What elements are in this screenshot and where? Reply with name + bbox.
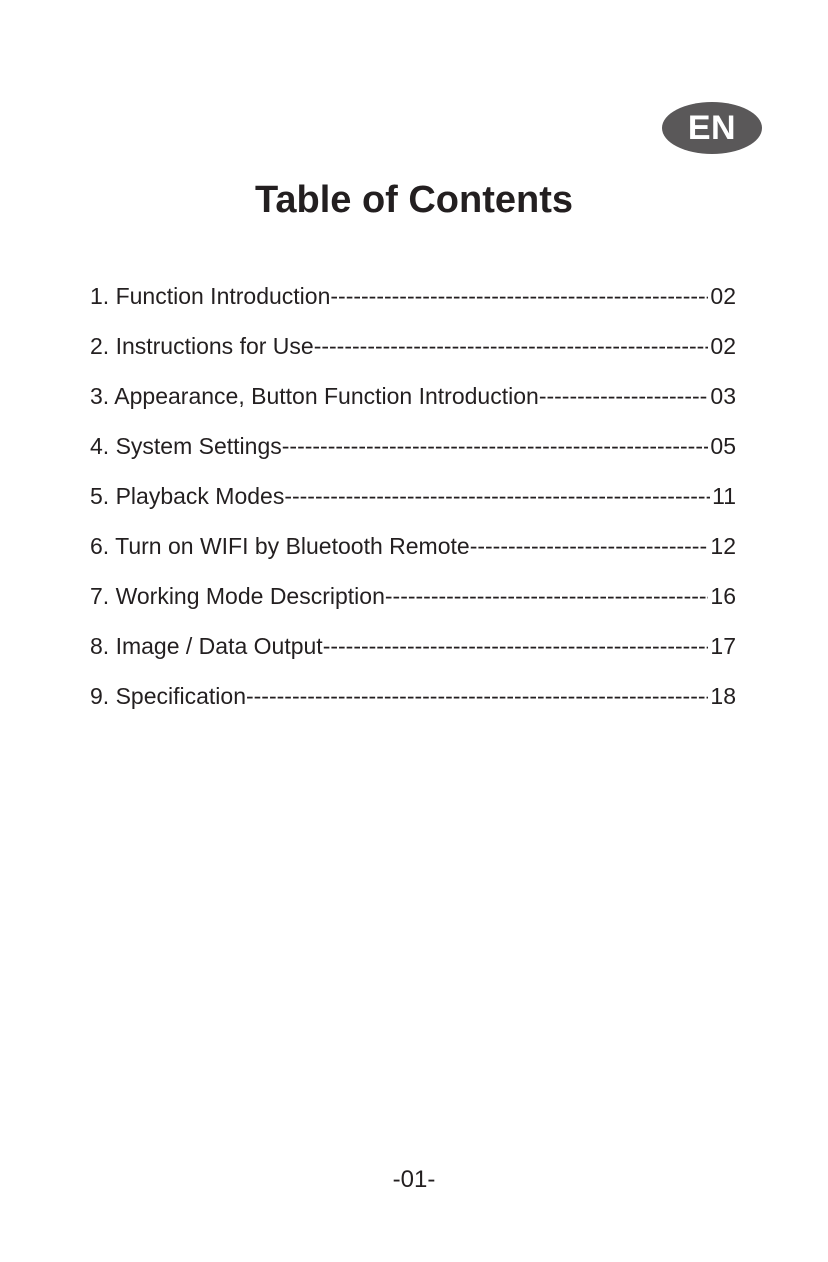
toc-entry-page: 02: [710, 333, 736, 359]
toc-entry-page: 16: [710, 583, 736, 609]
toc-leader-dashes: [246, 678, 708, 714]
toc-leader-dashes: [539, 378, 709, 414]
toc-entry-title: 1. Function Introduction: [90, 283, 331, 309]
language-badge: EN: [662, 102, 762, 154]
toc-entry[interactable]: [90, 678, 736, 728]
toc-entry-title: 7. Working Mode Description: [90, 583, 385, 609]
toc-entry-page: 02: [710, 283, 736, 309]
toc-entry[interactable]: [90, 378, 736, 428]
toc-entry[interactable]: [90, 628, 736, 678]
toc-entry-title: 3. Appearance, Button Function Introduction: [90, 383, 539, 409]
toc-leader-dashes: [314, 328, 709, 364]
toc-entry[interactable]: [90, 478, 736, 528]
toc-entry-page: 17: [710, 633, 736, 659]
toc-entry[interactable]: [90, 428, 736, 478]
toc-entry-title: 5. Playback Modes: [90, 483, 285, 509]
toc-entry-title: 2. Instructions for Use: [90, 333, 314, 359]
toc-entry[interactable]: [90, 328, 736, 378]
toc-entry-page: 03: [710, 383, 736, 409]
toc-entry[interactable]: [90, 278, 736, 328]
toc-entry-title: 6. Turn on WIFI by Bluetooth Remote: [90, 533, 470, 559]
toc-entry-title: 8. Image / Data Output: [90, 633, 323, 659]
toc-leader-dashes: [330, 278, 708, 314]
page-number: -01-: [392, 1166, 436, 1193]
toc-leader-dashes: [323, 628, 709, 664]
toc-leader-dashes: [385, 578, 709, 614]
toc-leader-dashes: [284, 478, 710, 514]
toc-entry-title: 9. Specification: [90, 683, 246, 709]
toc-leader-dashes: [282, 428, 709, 464]
table-of-contents: [90, 278, 736, 728]
toc-leader-dashes: [470, 528, 709, 564]
toc-entry[interactable]: [90, 578, 736, 628]
toc-entry[interactable]: [90, 528, 736, 578]
toc-entry-title: 4. System Settings: [90, 433, 282, 459]
toc-entry-page: 12: [710, 533, 736, 559]
toc-entry-page: 18: [710, 683, 736, 709]
toc-entry-page: 05: [710, 433, 736, 459]
toc-entry-page: 11: [712, 483, 736, 509]
page-title: Table of Contents: [254, 179, 574, 221]
